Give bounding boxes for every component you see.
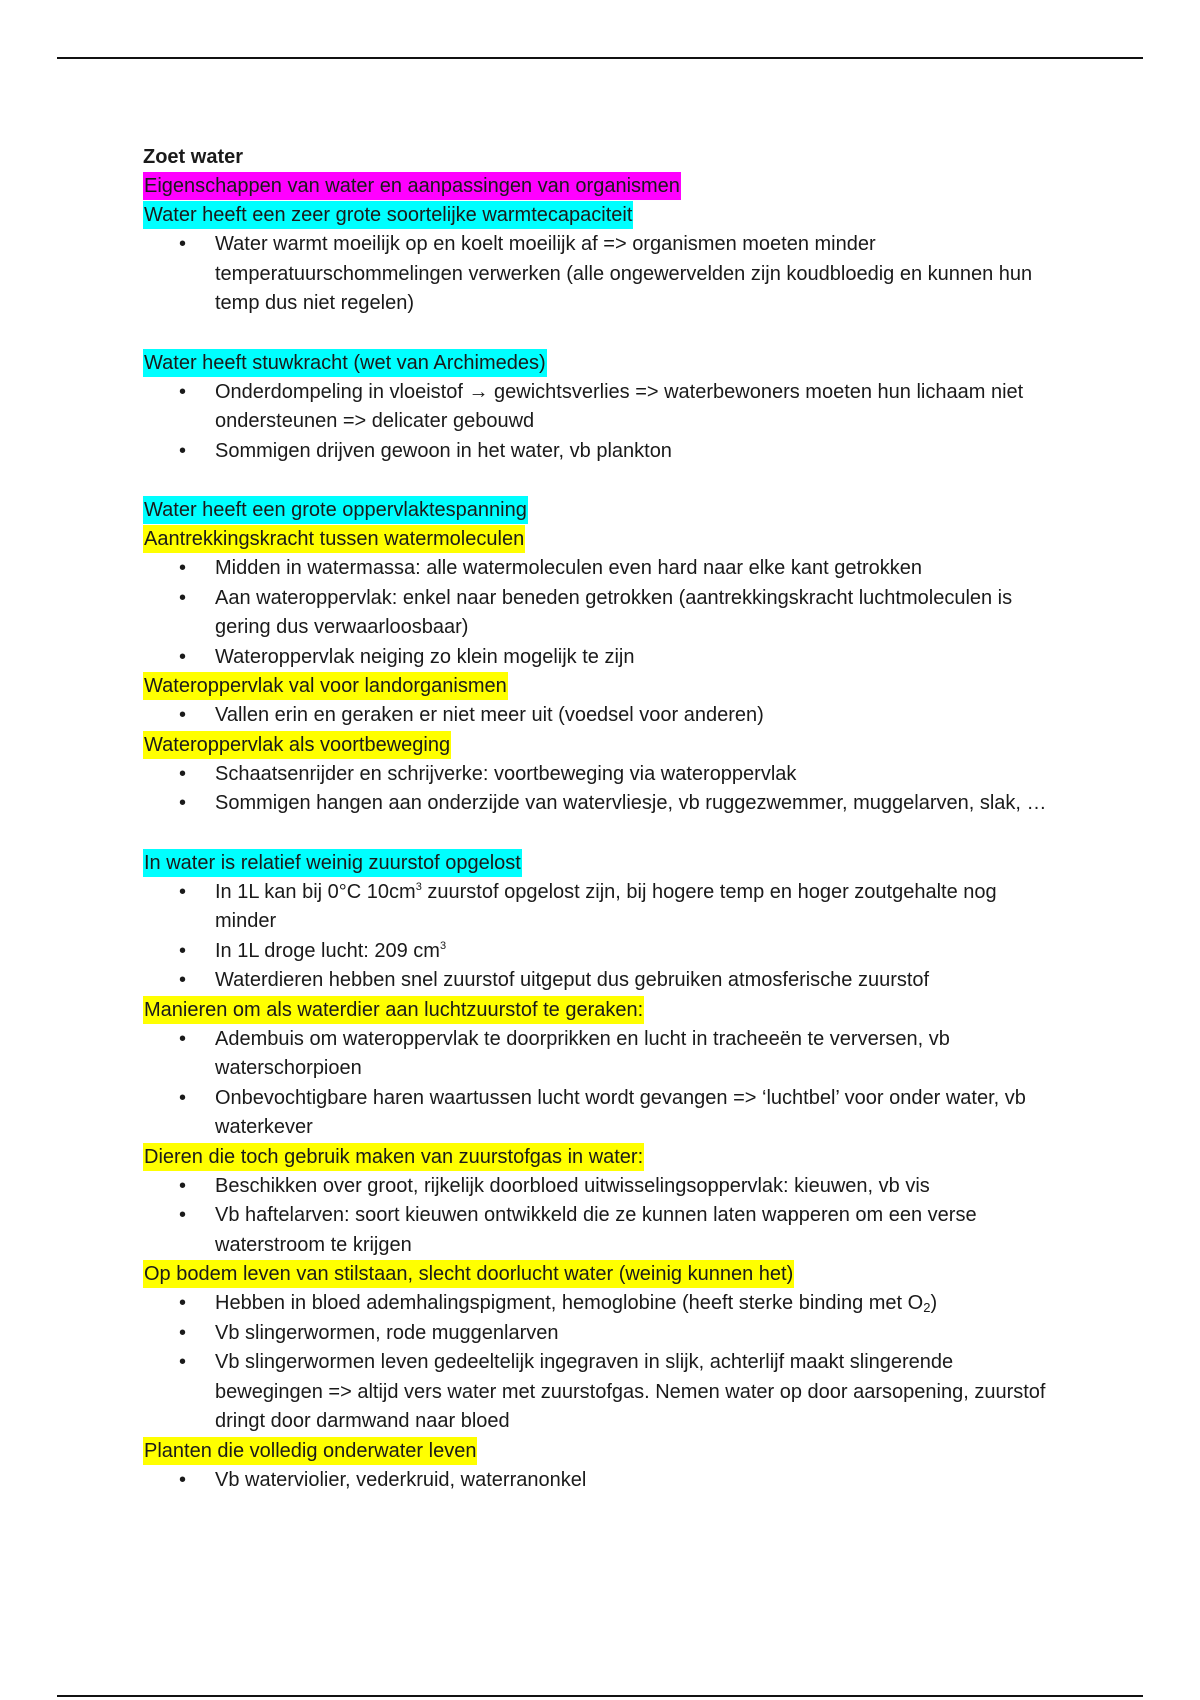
- page-footer-rule: [57, 1695, 1143, 1697]
- section-heading-warmte: Water heeft een zeer grote soortelijke warmtecapaciteit: [143, 201, 633, 229]
- list-item: • Vb haftelarven: soort kieuwen ontwikkeld die ze kunnen laten wapperen om een verse waterstroom te krijgen: [143, 1201, 1063, 1260]
- subheading-luchtzuurstof: Manieren om als waterdier aan luchtzuurstof te geraken:: [143, 996, 644, 1024]
- list-item: • Wateroppervlak neiging zo klein mogelijk te zijn: [143, 643, 1063, 673]
- bullet-list-val: [143, 701, 1063, 731]
- list-item: • Onderdompeling in vloeistof → gewichtsverlies => waterbewoners moeten hun lichaam niet ondersteunen => delicater gebouwd: [143, 378, 1063, 437]
- page-header-rule: [57, 57, 1143, 59]
- bullet-list-luchtzuurstof: [143, 1025, 1063, 1143]
- list-item: • Waterdieren hebben snel zuurstof uitgeput dus gebruiken atmosferische zuurstof: [143, 966, 1063, 996]
- bullet-list-zuurstofgas: [143, 1172, 1063, 1261]
- bullet-list-warmte: [143, 230, 1063, 319]
- page-title: Zoet water: [143, 146, 244, 168]
- list-item: • Vb slingerwormen leven gedeeltelijk ingegraven in slijk, achterlijf maakt slingerende bewegingen => altijd vers water met zuurstofgas. Nemen water op door aarsopening, zuurstof dringt door darmwand naar bloed: [143, 1348, 1063, 1437]
- list-item: • Aan wateroppervlak: enkel naar beneden getrokken (aantrekkingskracht luchtmoleculen is gering dus verwaarloosbaar): [143, 584, 1063, 643]
- main-heading: Eigenschappen van water en aanpassingen van organismen: [143, 172, 681, 200]
- section-heading-stuwkracht: Water heeft stuwkracht (wet van Archimedes): [143, 349, 547, 377]
- list-item: • Vb slingerwormen, rode muggenlarven: [143, 1319, 1063, 1349]
- section-heading-oppervlaktespanning: Water heeft een grote oppervlaktespanning: [143, 496, 528, 524]
- list-item: • In 1L kan bij 0°C $10cm^3$ zuurstof opgelost zijn, bij hogere temp en hoger zoutgehalte nog minder: [143, 878, 1063, 937]
- list-item: • Vallen erin en geraken er niet meer uit (voedsel voor anderen): [143, 701, 1063, 731]
- subheading-voortbeweging: Wateroppervlak als voortbeweging: [143, 731, 451, 759]
- bullet-list-aantrekkingskracht: [143, 554, 1063, 672]
- subheading-zuurstofgas: Dieren die toch gebruik maken van zuurstofgas in water:: [143, 1143, 644, 1171]
- list-item: • Sommigen drijven gewoon in het water, vb plankton: [143, 437, 1063, 467]
- document-body: [143, 143, 1063, 1495]
- section-heading-zuurstof: In water is relatief weinig zuurstof opgelost: [143, 849, 522, 877]
- bullet-list-bodem: [143, 1289, 1063, 1437]
- list-item: • Vb waterviolier, vederkruid, waterranonkel: [143, 1466, 1063, 1496]
- subheading-val-landorganismen: Wateroppervlak val voor landorganismen: [143, 672, 508, 700]
- list-item: • Midden in watermassa: alle watermoleculen even hard naar elke kant getrokken: [143, 554, 1063, 584]
- list-item: • Sommigen hangen aan onderzijde van watervliesje, vb ruggezwemmer, muggelarven, slak, …: [143, 789, 1063, 819]
- bullet-list-stuwkracht: [143, 378, 1063, 467]
- list-item: • Adembuis om wateroppervlak te doorprikken en lucht in tracheeën te verversen, vb waterschorpioen: [143, 1025, 1063, 1084]
- bullet-list-voortbeweging: [143, 760, 1063, 819]
- list-item: • Hebben in bloed ademhalingspigment, hemoglobine (heeft sterke binding met $O_2$): [143, 1289, 1063, 1319]
- list-item: • Water warmt moeilijk op en koelt moeilijk af => organismen moeten minder temperatuurschommelingen verwerken (alle ongewervelden zijn koudbloedig en kunnen hun temp dus niet regelen): [143, 230, 1063, 319]
- subheading-planten: Planten die volledig onderwater leven: [143, 1437, 477, 1465]
- list-item: • In 1L droge lucht: 209 $cm^3$: [143, 937, 1063, 967]
- subheading-bodem: Op bodem leven van stilstaan, slecht doorlucht water (weinig kunnen het): [143, 1260, 794, 1288]
- bullet-list-planten: [143, 1466, 1063, 1496]
- list-item: • Beschikken over groot, rijkelijk doorbloed uitwisselingsoppervlak: kieuwen, vb vis: [143, 1172, 1063, 1202]
- list-item: • Onbevochtigbare haren waartussen lucht wordt gevangen => ‘luchtbel’ voor onder water, vb waterkever: [143, 1084, 1063, 1143]
- bullet-list-zuurstof: [143, 878, 1063, 996]
- subheading-aantrekkingskracht: Aantrekkingskracht tussen watermoleculen: [143, 525, 525, 553]
- list-item: • Schaatsenrijder en schrijverke: voortbeweging via wateroppervlak: [143, 760, 1063, 790]
